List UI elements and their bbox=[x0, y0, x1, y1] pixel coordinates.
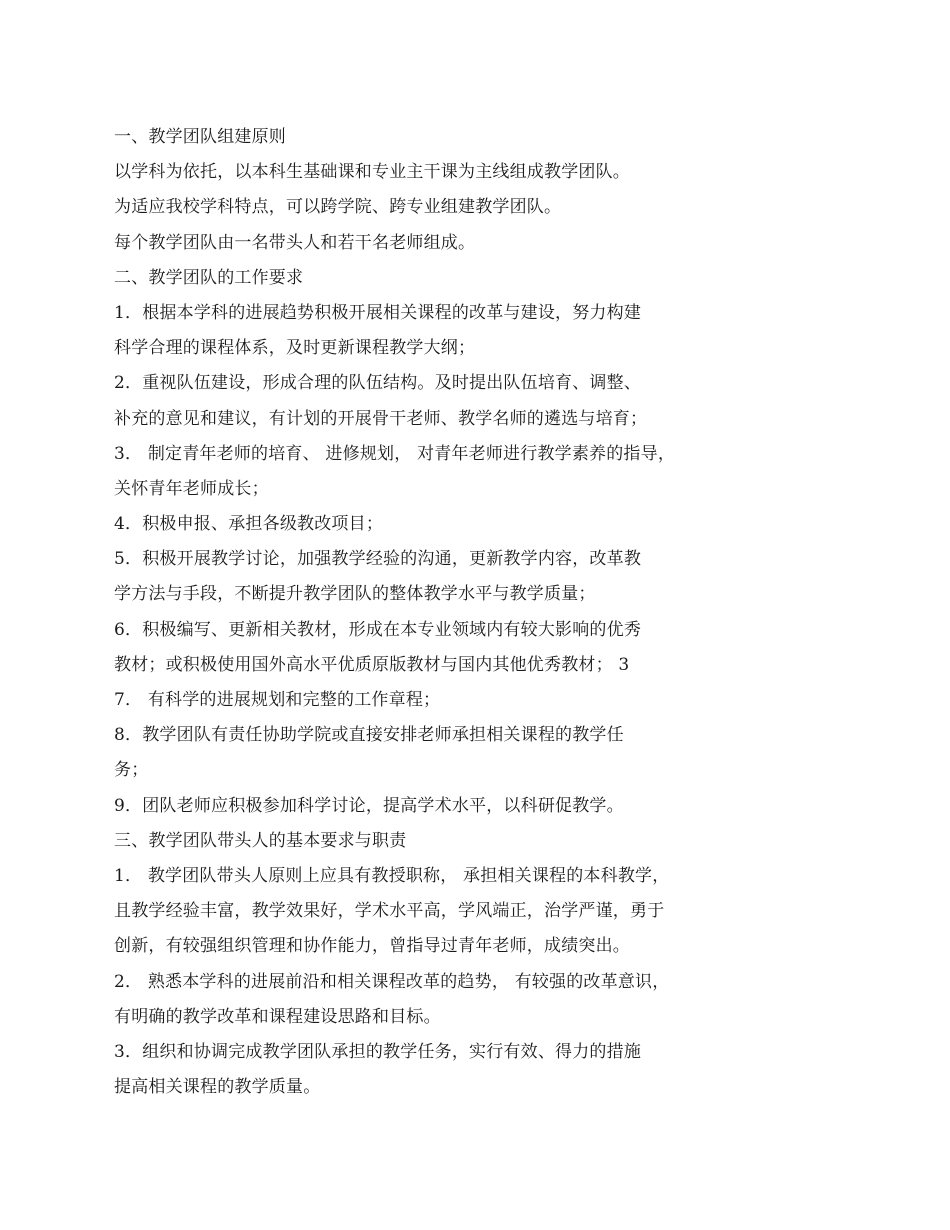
list-item-line: 创新，有较强组织管理和协作能力，曾指导过青年老师，成绩突出。 bbox=[114, 936, 630, 957]
paragraph-line: 每个教学团队由一名带头人和若干名老师组成。 bbox=[114, 232, 476, 253]
list-item-line: 7． 有科学的进展规划和完整的工作章程； bbox=[114, 690, 441, 710]
list-item-line: 关怀青年老师成长； bbox=[114, 478, 269, 499]
list-item-line: 科学合理的课程体系，及时更新课程教学大纲； bbox=[114, 338, 476, 359]
list-item-line: 提高相关课程的教学质量。 bbox=[114, 1077, 321, 1098]
list-item-line: 2．重视队伍建设，形成合理的队伍结构。及时提出队伍培育、调整、 bbox=[114, 373, 642, 394]
list-item-line: 补充的意见和建议，有计划的开展骨干老师、教学名师的遴选与培育； bbox=[114, 408, 648, 429]
list-item-line: 学方法与手段，不断提升教学团队的整体教学水平与教学质量； bbox=[114, 584, 596, 605]
list-item-line: 6．积极编写、更新相关教材，形成在本专业领域内有较大影响的优秀 bbox=[114, 619, 642, 640]
list-item-line: 有明确的教学改革和课程建设思路和目标。 bbox=[114, 1006, 441, 1027]
list-item-line: 务； bbox=[114, 760, 149, 781]
list-item-line: 3． 制定青年老师的培育、 进修规划， 对青年老师进行教学素养的指导， bbox=[114, 443, 676, 464]
section-heading-3: 三、教学团队带头人的基本要求与职责 bbox=[114, 830, 407, 851]
list-item-line: 且教学经验丰富，教学效果好，学术水平高，学风端正，治学严谨，勇于 bbox=[114, 901, 665, 922]
section-heading-1: 一、教学团队组建原则 bbox=[114, 127, 286, 147]
list-item-line: 5．积极开展教学讨论，加强教学经验的沟通，更新教学内容，改革教 bbox=[114, 549, 642, 570]
list-item-line: 1．根据本学科的进展趋势积极开展相关课程的改革与建设，努力构建 bbox=[114, 302, 642, 323]
list-item-line: 2． 熟悉本学科的进展前沿和相关课程改革的趋势， 有较强的改革意识， bbox=[114, 971, 670, 992]
section-heading-2: 二、教学团队的工作要求 bbox=[114, 267, 304, 288]
list-item-line: 1． 教学团队带头人原则上应具有教授职称， 承担相关课程的本科教学， bbox=[114, 865, 670, 886]
paragraph-line: 以学科为依托，以本科生基础课和专业主干课为主线组成教学团队。 bbox=[114, 162, 630, 183]
list-item-line: 3．组织和协调完成教学团队承担的教学任务，实行有效、得力的措施 bbox=[114, 1041, 642, 1062]
list-item-line: 4．积极申报、承担各级教改项目； bbox=[114, 514, 384, 535]
list-item-line: 教材；或积极使用国外高水平优质原版教材与国内其他优秀教材； 3 bbox=[114, 654, 630, 675]
list-item-line: 8．教学团队有责任协助学院或直接安排老师承担相关课程的教学任 bbox=[114, 725, 624, 746]
paragraph-line: 为适应我校学科特点，可以跨学院、跨专业组建教学团队。 bbox=[114, 197, 562, 218]
list-item-line: 9．团队老师应积极参加科学讨论，提高学术水平，以科研促教学。 bbox=[114, 795, 624, 816]
document-body bbox=[114, 120, 724, 1105]
